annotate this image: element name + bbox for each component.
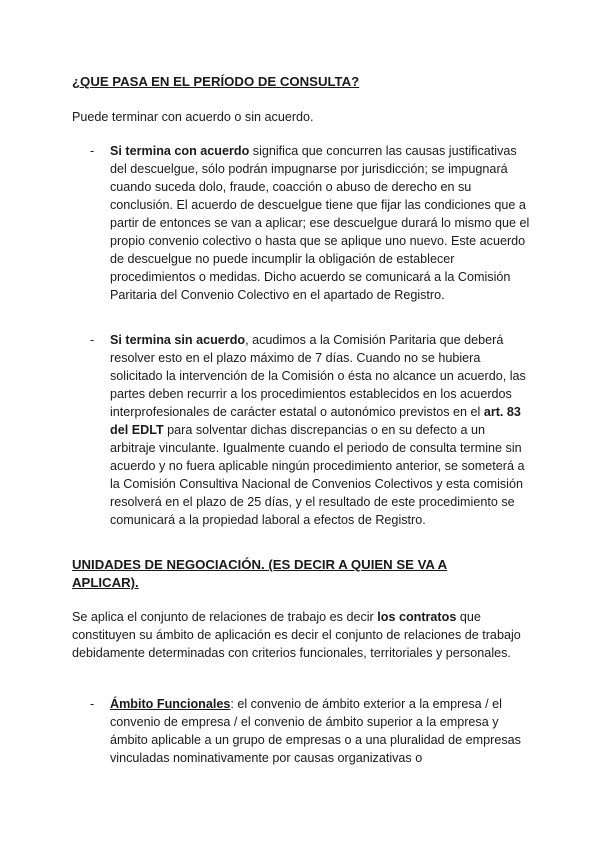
section-heading-unidades: UNIDADES DE NEGOCIACIÓN. (ES DECIR A QUIEN SE VA A APLICAR). xyxy=(72,557,448,590)
paragraph-text-continued: que constituyen su ámbito de aplicación es decir el conjunto de relaciones de trabajo debidamente determinadas con criterios funcionales, territoriales y personales. xyxy=(72,610,521,660)
bullet-dash: - xyxy=(90,333,95,347)
intro-paragraph: Puede terminar con acuerdo o sin acuerdo. xyxy=(72,110,314,124)
bold-lead: Si termina sin acuerdo xyxy=(110,333,246,347)
bold-lead: Si termina con acuerdo xyxy=(110,144,250,158)
list-item-text xyxy=(110,695,530,767)
list-item-text xyxy=(110,142,530,304)
item-body: significa que concurren las causas justificativas del descuelgue, sólo podrán impugnarse por jurisdicción; se impugnará cuando suceda dolo, fraude, coacción o abuso de derecho en su conclusión. El acuerdo de descuelgue tiene que fijar las condiciones que a partir de entonces se van a aplicar; ese descuelgue durará lo mismo que el propio convenio colectivo o hasta que se aplique uno nuevo. Este acuerdo de descuelgue no puede incumplir la obligación de establecer procedimientos o medidas. Dicho acuerdo se comunicará a la Comisión Paritaria del Convenio Colectivo en el apartado de Registro. xyxy=(110,144,530,302)
bold-term: los contratos xyxy=(377,610,457,624)
bullet-dash: - xyxy=(90,697,95,711)
item-body-continued: para solventar dichas discrepancias o en su defecto a un arbitraje vinculante. Igualmente cuando el periodo de consulta termine sin acuerdo y no fuera aplicable ningún procedimiento anterior, se someterá a la Comisión Consultiva Nacional de Convenios Colectivos y esta comisión resolverá en el plazo de 25 días, y el resultado de este procedimiento se comunicará a la propiedad laboral a efectos de Registro. xyxy=(110,423,525,527)
section-heading-consulta: ¿QUE PASA EN EL PERÍODO DE CONSULTA? xyxy=(72,74,360,89)
item-body: , acudimos a la Comisión Paritaria que deberá resolver esto en el plazo máximo de 7 días. Cuando no se hubiera solicitado la intervención de la Comisión o ésta no alcance un acuerdo, las partes deben recurrir a los procedimientos establecidos en los acuerdos interprofesionales de carácter estatal o autonómico previstos en el xyxy=(110,333,526,419)
bullet-dash: - xyxy=(90,144,95,158)
bold-underlined-lead: Ámbito Funcionales xyxy=(110,697,231,711)
paragraph-text: Se aplica el conjunto de relaciones de trabajo es decir xyxy=(72,610,378,624)
list-item-text xyxy=(110,331,530,529)
unidades-paragraph xyxy=(72,608,528,662)
item-body: : el convenio de ámbito exterior a la empresa / el convenio de empresa / el convenio de ámbito superior a la empresa y ámbito aplicable a un grupo de empresas o a una pluralidad de empresas vinculadas nominativamente por causas organizativas o xyxy=(110,697,521,765)
article-reference: art. 83 del EDLT xyxy=(110,405,521,437)
